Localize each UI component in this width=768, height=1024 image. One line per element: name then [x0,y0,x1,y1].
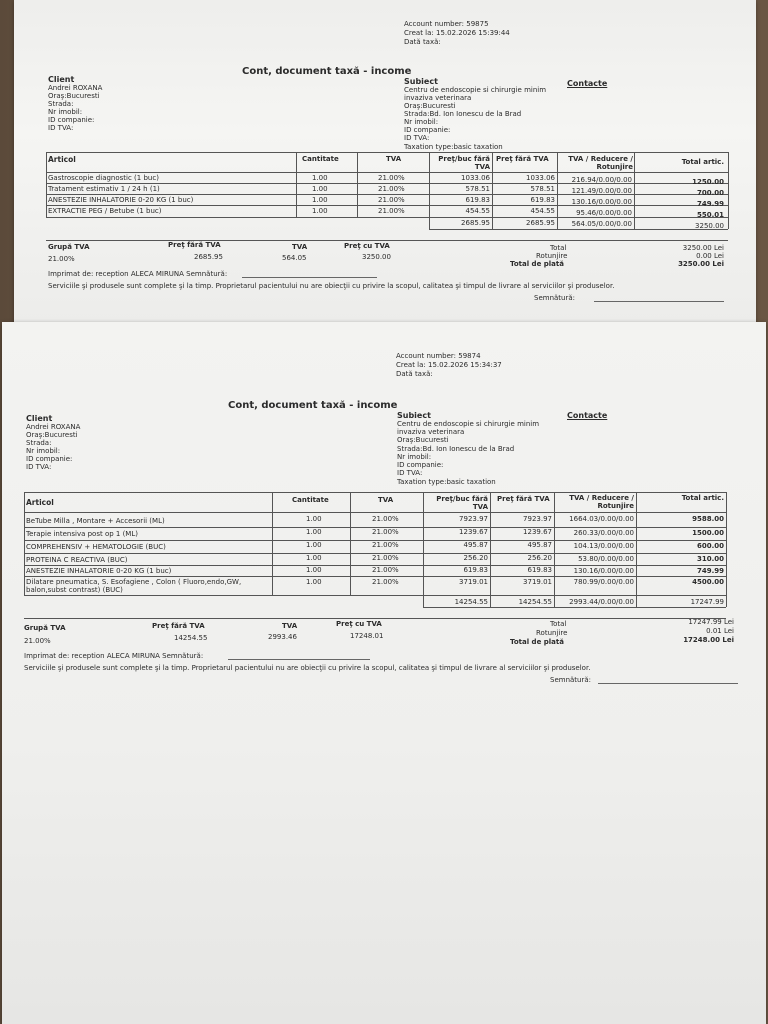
vat-group-price-no-vat-heading: Preţ fără TVA [152,622,205,630]
subject-street: Strada:Bd. Ion Ionescu de la Brad [404,110,522,118]
table-row-price-no-vat: 1033.06 [526,174,555,182]
tax-date: Dată taxă: [404,38,441,46]
client-company-id: ID companie: [48,116,95,124]
table-row-price-no-vat: 619.83 [530,196,555,204]
vat-group-heading: Grupă TVA [48,243,90,251]
sum-vat-discount: 564.05/0.00/0.00 [571,220,632,228]
vat-group-rate: 21.00% [48,255,75,263]
table-row-unit-price: 1239.67 [459,528,488,536]
vat-group-vat: 564.05 [282,254,307,262]
sum-vat-discount: 2993.44/0.00/0.00 [569,598,634,606]
table-row-article: ANESTEZIE INHALATORIE 0-20 KG (1 buc) [26,567,172,575]
col-header-article: Articol [26,498,54,507]
table-row-price-no-vat: 454.55 [530,207,555,215]
col-header-unit-price: Preţ/buc fără TVA [436,495,488,511]
table-row-quantity: 1.00 [306,554,322,562]
table-row-vat: 21.00% [372,554,399,562]
rounding-value: 0.00 Lei [696,252,724,260]
col-header-price-no-vat: Preţ fără TVA [497,495,550,503]
vat-group-price-no-vat-heading: Preţ fără TVA [168,241,221,249]
col-header-total: Total artic. [681,494,724,502]
vat-group-price-with-vat: 17248.01 [350,632,384,640]
table-row-vat-discount: 780.99/0.00/0.00 [573,578,634,586]
total-label: Total [550,244,567,252]
table-row-vat: 21.00% [378,196,405,204]
table-row-unit-price: 578.51 [465,185,490,193]
subject-line-2: invaziva veterinara [397,428,465,436]
table-row-vat-discount: 260.33/0.00/0.00 [573,529,634,537]
table-row-total: 1250.00 [692,178,724,186]
subject-city: Oraş:Bucuresti [404,102,456,110]
service-statement: Serviciile şi produsele sunt complete şi la timp. Proprietarul pacientului nu are obiecţii cu privire la scopul, calitatea şi timpul de livrare al serviciilor şi produselor. [48,282,615,290]
col-header-quantity: Cantitate [302,155,339,163]
table-row-vat: 21.00% [372,566,399,574]
vat-group-price-no-vat: 2685.95 [194,253,223,261]
vat-group-rate: 21.00% [24,637,51,645]
operator-signature-line [228,659,370,660]
created-date: Creat la: 15.02.2026 15:39:44 [404,29,510,37]
table-row-article: ANESTEZIE INHALATORIE 0-20 KG (1 buc) [48,196,194,204]
table-row-vat-discount: 130.16/0.00/0.00 [571,198,632,206]
subject-line-1: Centru de endoscopie si chirurgie minim [404,86,547,94]
table-row-vat: 21.00% [372,528,399,536]
total-value: 3250.00 Lei [682,244,724,252]
document-title: Cont, document taxă - income [242,66,412,77]
rounding-label: Rotunjire [536,629,568,637]
table-row-price-no-vat: 619.83 [527,566,552,574]
client-vat-id: ID TVA: [26,463,52,471]
vat-group-heading: Grupă TVA [24,624,66,632]
invoice-sheet-59875 [14,0,756,330]
contacts-heading: Contacte [567,79,608,88]
col-header-price-no-vat: Preţ fără TVA [496,155,549,163]
subject-vat-id: ID TVA: [404,134,430,142]
table-row-unit-price: 256.20 [463,554,488,562]
invoice-sheet-59874 [2,322,766,1024]
table-row-price-no-vat: 578.51 [530,185,555,193]
account-number: Account number: 59875 [404,20,489,28]
table-row-article: PROTEINA C REACTIVA (BUC) [26,556,128,564]
payable-value: 3250.00 Lei [678,260,724,268]
sum-total: 17247.99 [690,598,724,606]
client-city: Oraş:Bucuresti [48,92,100,100]
service-statement: Serviciile şi produsele sunt complete şi la timp. Proprietarul pacientului nu are obiecţii cu privire la scopul, calitatea şi timpul de livrare al serviciilor şi produselor. [24,664,591,672]
table-row-vat-discount: 95.46/0.00/0.00 [576,209,632,217]
table-row-total: 310.00 [696,555,724,563]
col-header-total: Total artic. [681,158,724,166]
table-row-article: Dilatare pneumatica, S. Esofagiene , Colon ( Fluoro,endo,GW, balon,subst contrast) (BUC) [26,578,242,594]
table-row-price-no-vat: 256.20 [527,554,552,562]
vat-group-vat-heading: TVA [292,243,308,251]
table-row-price-no-vat: 3719.01 [523,578,552,586]
table-row-quantity: 1.00 [312,207,328,215]
table-row-total: 9588.00 [692,515,724,523]
subject-vat-id: ID TVA: [397,469,423,477]
table-row-article: Tratament estimativ 1 / 24 h (1) [48,185,160,193]
payable-label: Total de plată [510,260,564,268]
col-header-vat: TVA [378,496,394,504]
table-row-unit-price: 619.83 [463,566,488,574]
client-city: Oraş:Bucuresti [26,431,78,439]
taxation-type: Taxation type:basic taxation [404,143,503,151]
table-row-quantity: 1.00 [306,578,322,586]
taxation-type: Taxation type:basic taxation [397,478,496,486]
document-title: Cont, document taxă - income [228,400,398,411]
account-number: Account number: 59874 [396,352,481,360]
col-header-article: Articol [48,155,76,164]
table-row-total: 700.00 [696,189,724,197]
subject-city: Oraş:Bucuresti [397,436,449,444]
table-row-vat-discount: 121.49/0.00/0.00 [571,187,632,195]
table-row-article: Gastroscopie diagnostic (1 buc) [48,174,159,182]
table-row-quantity: 1.00 [306,541,322,549]
table-row-unit-price: 619.83 [465,196,490,204]
table-row-total: 749.99 [696,567,724,575]
col-header-unit-price: Preţ/buc fără TVA [438,155,490,171]
rounding-label: Rotunjire [536,252,568,260]
table-row-unit-price: 3719.01 [459,578,488,586]
table-row-vat: 21.00% [372,541,399,549]
printed-by: Imprimat de: reception ALECA MIRUNA Semnătură: [48,270,228,278]
client-heading: Client [48,75,75,84]
table-row-unit-price: 495.87 [463,541,488,549]
table-row-vat: 21.00% [372,578,399,586]
table-row-total: 550.01 [696,211,724,219]
col-header-vat-discount: TVA / Reducere / Rotunjire [568,155,633,171]
table-row-quantity: 1.00 [312,174,328,182]
table-row-unit-price: 1033.06 [461,174,490,182]
vat-group-price-with-vat-heading: Preţ cu TVA [344,242,390,250]
client-building: Nr imobil: [48,108,83,116]
col-header-vat-discount: TVA / Reducere / Rotunjire [569,494,634,510]
table-row-total: 600.00 [696,542,724,550]
client-street: Strada: [48,100,74,108]
sum-total: 3250.00 [695,222,724,230]
client-street: Strada: [26,439,52,447]
table-row-vat-discount: 216.94/0.00/0.00 [571,176,632,184]
table-row-vat: 21.00% [378,185,405,193]
table-row-vat: 21.00% [378,207,405,215]
table-row-vat: 21.00% [372,515,399,523]
col-header-vat: TVA [386,155,402,163]
total-value: 17247.99 Lei [688,618,734,626]
client-name: Andrei ROXANA [26,423,81,431]
table-row-unit-price: 7923.97 [459,515,488,523]
table-row-article: BeTube Milla , Montare + Accesorii (ML) [26,517,165,525]
tax-date: Dată taxă: [396,370,433,378]
table-row-article: EXTRACTIE PEG / Betube (1 buc) [48,207,162,215]
table-row-quantity: 1.00 [306,515,322,523]
table-row-quantity: 1.00 [306,566,322,574]
table-row-price-no-vat: 7923.97 [523,515,552,523]
vat-group-price-no-vat: 14254.55 [174,634,208,642]
rounding-value: 0.01 Lei [706,627,734,635]
table-row-price-no-vat: 495.87 [527,541,552,549]
printed-by: Imprimat de: reception ALECA MIRUNA Semnătură: [24,652,204,660]
client-name: Andrei ROXANA [48,84,103,92]
table-row-unit-price: 454.55 [465,207,490,215]
subject-building: Nr imobil: [404,118,439,126]
table-row-total: 4500.00 [692,578,724,586]
table-row-quantity: 1.00 [312,185,328,193]
sum-price-no-vat: 14254.55 [518,598,552,606]
vat-group-vat: 2993.46 [268,633,297,641]
sum-unit-price: 14254.55 [454,598,488,606]
table-row-vat-discount: 130.16/0.00/0.00 [573,567,634,575]
signature-label: Semnătură: [534,294,576,302]
client-company-id: ID companie: [26,455,73,463]
table-row-total: 1500.00 [692,529,724,537]
table-row-vat-discount: 53.80/0.00/0.00 [578,555,634,563]
client-signature-line [594,301,724,302]
client-vat-id: ID TVA: [48,124,74,132]
col-header-quantity: Cantitate [292,496,329,504]
table-row-vat: 21.00% [378,174,405,182]
table-row-quantity: 1.00 [312,196,328,204]
operator-signature-line [242,277,377,278]
table-row-article: Terapie intensiva post op 1 (ML) [26,530,138,538]
created-date: Creat la: 15.02.2026 15:34:37 [396,361,502,369]
table-row-total: 749.99 [696,200,724,208]
subject-street: Strada:Bd. Ion Ionescu de la Brad [397,445,515,453]
subject-building: Nr imobil: [397,453,432,461]
table-row-article: COMPREHENSIV + HEMATOLOGIE (BUC) [26,543,166,551]
sum-unit-price: 2685.95 [461,219,490,227]
vat-group-vat-heading: TVA [282,622,298,630]
total-label: Total [550,620,567,628]
table-row-vat-discount: 1664.03/0.00/0.00 [569,515,634,523]
client-building: Nr imobil: [26,447,61,455]
vat-group-price-with-vat-heading: Preţ cu TVA [336,620,382,628]
table-row-vat-discount: 104.13/0.00/0.00 [573,542,634,550]
vat-group-price-with-vat: 3250.00 [362,253,391,261]
signature-label: Semnătură: [550,676,592,684]
contacts-heading: Contacte [567,411,608,420]
subject-line-2: invaziva veterinara [404,94,472,102]
subject-heading: Subiect [397,411,431,420]
sum-price-no-vat: 2685.95 [526,219,555,227]
table-row-price-no-vat: 1239.67 [523,528,552,536]
client-heading: Client [26,414,53,423]
payable-label: Total de plată [510,638,564,646]
subject-heading: Subiect [404,77,438,86]
payable-value: 17248.00 Lei [683,636,734,644]
subject-company-id: ID companie: [397,461,444,469]
client-signature-line [598,683,738,684]
subject-line-1: Centru de endoscopie si chirurgie minim [397,420,540,428]
subject-company-id: ID companie: [404,126,451,134]
table-row-quantity: 1.00 [306,528,322,536]
